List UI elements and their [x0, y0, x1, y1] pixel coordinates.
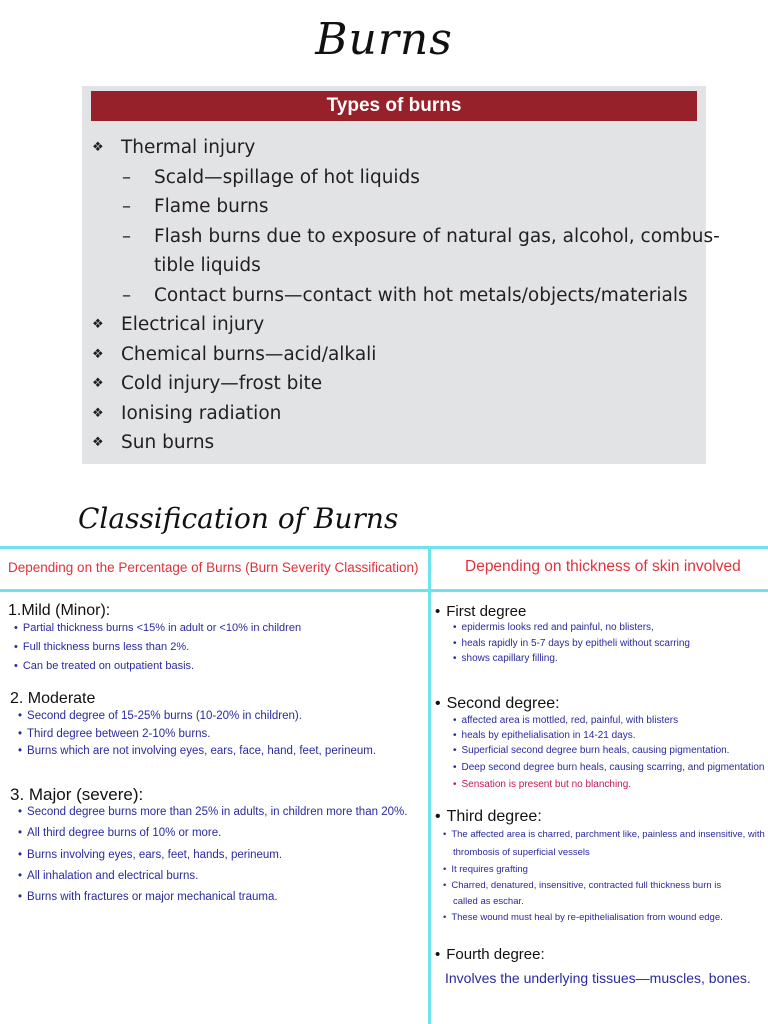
diamond-bullet-icon: ❖ — [92, 435, 104, 450]
types-of-burns-header: Types of burns — [91, 91, 697, 121]
list-item: • It requires grafting — [443, 864, 528, 875]
mild-heading: 1.Mild (Minor): — [8, 602, 111, 619]
diamond-bullet-icon: ❖ — [92, 140, 104, 155]
list-item: • Can be treated on outpatient basis. — [14, 660, 195, 672]
list-item: • Burns with fractures or major mechanical trauma. — [18, 891, 278, 903]
diamond-bullet-icon: ❖ — [92, 346, 104, 362]
list-item: • The affected area is charred, parchment like, painless and insensitive, with — [443, 829, 765, 840]
list-item: • Charred, denatured, insensitive, contracted full thickness burn is — [443, 880, 722, 891]
classification-title: Classification of Burns — [78, 502, 399, 535]
list-item: • Burns which are not involving eyes, ears, face, hand, feet, perineum. — [18, 745, 377, 757]
diamond-bullet-icon: ❖ — [92, 405, 104, 421]
list-item-continuation: called as eschar. — [453, 896, 524, 907]
list-item: ❖ Sun burns — [82, 428, 706, 458]
list-item: – Flame burns — [82, 192, 706, 222]
diamond-bullet-icon: ❖ — [92, 317, 104, 332]
dash-bullet: – — [122, 284, 131, 306]
list-item: ❖ Chemical burns—acid/alkali — [82, 340, 706, 370]
list-item: • shows capillary filling. — [453, 653, 558, 664]
page-title: Burns — [315, 14, 453, 65]
list-item: • Second degree burns more than 25% in adults, in children more than 20%. — [18, 806, 408, 818]
moderate-heading: 2. Moderate — [10, 690, 96, 707]
thickness-classification-column — [431, 0, 768, 1024]
list-item: • epidermis looks red and painful, no blisters, — [453, 622, 654, 633]
list-item: • Partial thickness burns <15% in adult or <10% in children — [14, 622, 302, 634]
list-item: • These wound must heal by re-epithelialisation from wound edge. — [443, 912, 723, 923]
list-item: ❖ Ionising radiation — [82, 399, 706, 429]
major-heading: 3. Major (severe): — [10, 785, 144, 804]
list-item: ❖ Electrical injury — [82, 310, 706, 340]
list-item: • Deep second degree burn heals, causing scarring, and pigmentation — [453, 762, 765, 773]
third-degree-heading: • Third degree: — [435, 808, 542, 825]
fourth-degree-description: Involves the underlying tissues—muscles, bones. — [445, 970, 751, 986]
left-column-header: Depending on the Percentage of Burns (Burn Severity Classification) — [8, 560, 419, 575]
list-item: ❖ Thermal injury — [82, 133, 706, 163]
list-item: • All inhalation and electrical burns. — [18, 870, 199, 882]
list-item: • Full thickness burns less than 2%. — [14, 641, 190, 653]
second-degree-heading: • Second degree: — [435, 695, 560, 712]
dash-bullet: – — [122, 196, 131, 217]
list-item: • Second degree of 15-25% burns (10-20% in children). — [18, 710, 302, 722]
list-item: – Scald—spillage of hot liquids — [82, 163, 706, 193]
list-item-continuation: tible liquids — [154, 255, 261, 276]
list-item: • heals rapidly in 5-7 days by epitheli without scarring — [453, 638, 690, 649]
fourth-degree-heading: • Fourth degree: — [435, 946, 545, 963]
diamond-bullet-icon: ❖ — [92, 376, 104, 391]
list-item: ❖ Cold injury—frost bite — [82, 369, 706, 399]
list-item: – Flash burns due to exposure of natural gas, alcohol, combus- — [82, 222, 706, 252]
list-item-continuation: thrombosis of superficial vessels — [453, 847, 590, 858]
list-item: – Contact burns—contact with hot metals/objects/materials — [82, 281, 706, 311]
list-item: • affected area is mottled, red, painful, with blisters — [453, 715, 679, 726]
list-item: • All third degree burns of 10% or more. — [18, 827, 222, 839]
dash-bullet: – — [122, 166, 131, 188]
right-column-header: Depending on thickness of skin involved — [465, 558, 741, 575]
list-item: • Third degree between 2-10% burns. — [18, 728, 211, 740]
list-item: • Superficial second degree burn heals, causing pigmentation. — [453, 745, 730, 756]
dash-bullet: – — [122, 225, 131, 247]
first-degree-heading: • First degree — [435, 603, 527, 620]
list-item: • Burns involving eyes, ears, feet, hands, perineum. — [18, 849, 283, 861]
list-item: • Sensation is present but no blanching. — [453, 779, 632, 790]
list-item: • heals by epithelialisation in 14-21 days. — [453, 730, 636, 741]
